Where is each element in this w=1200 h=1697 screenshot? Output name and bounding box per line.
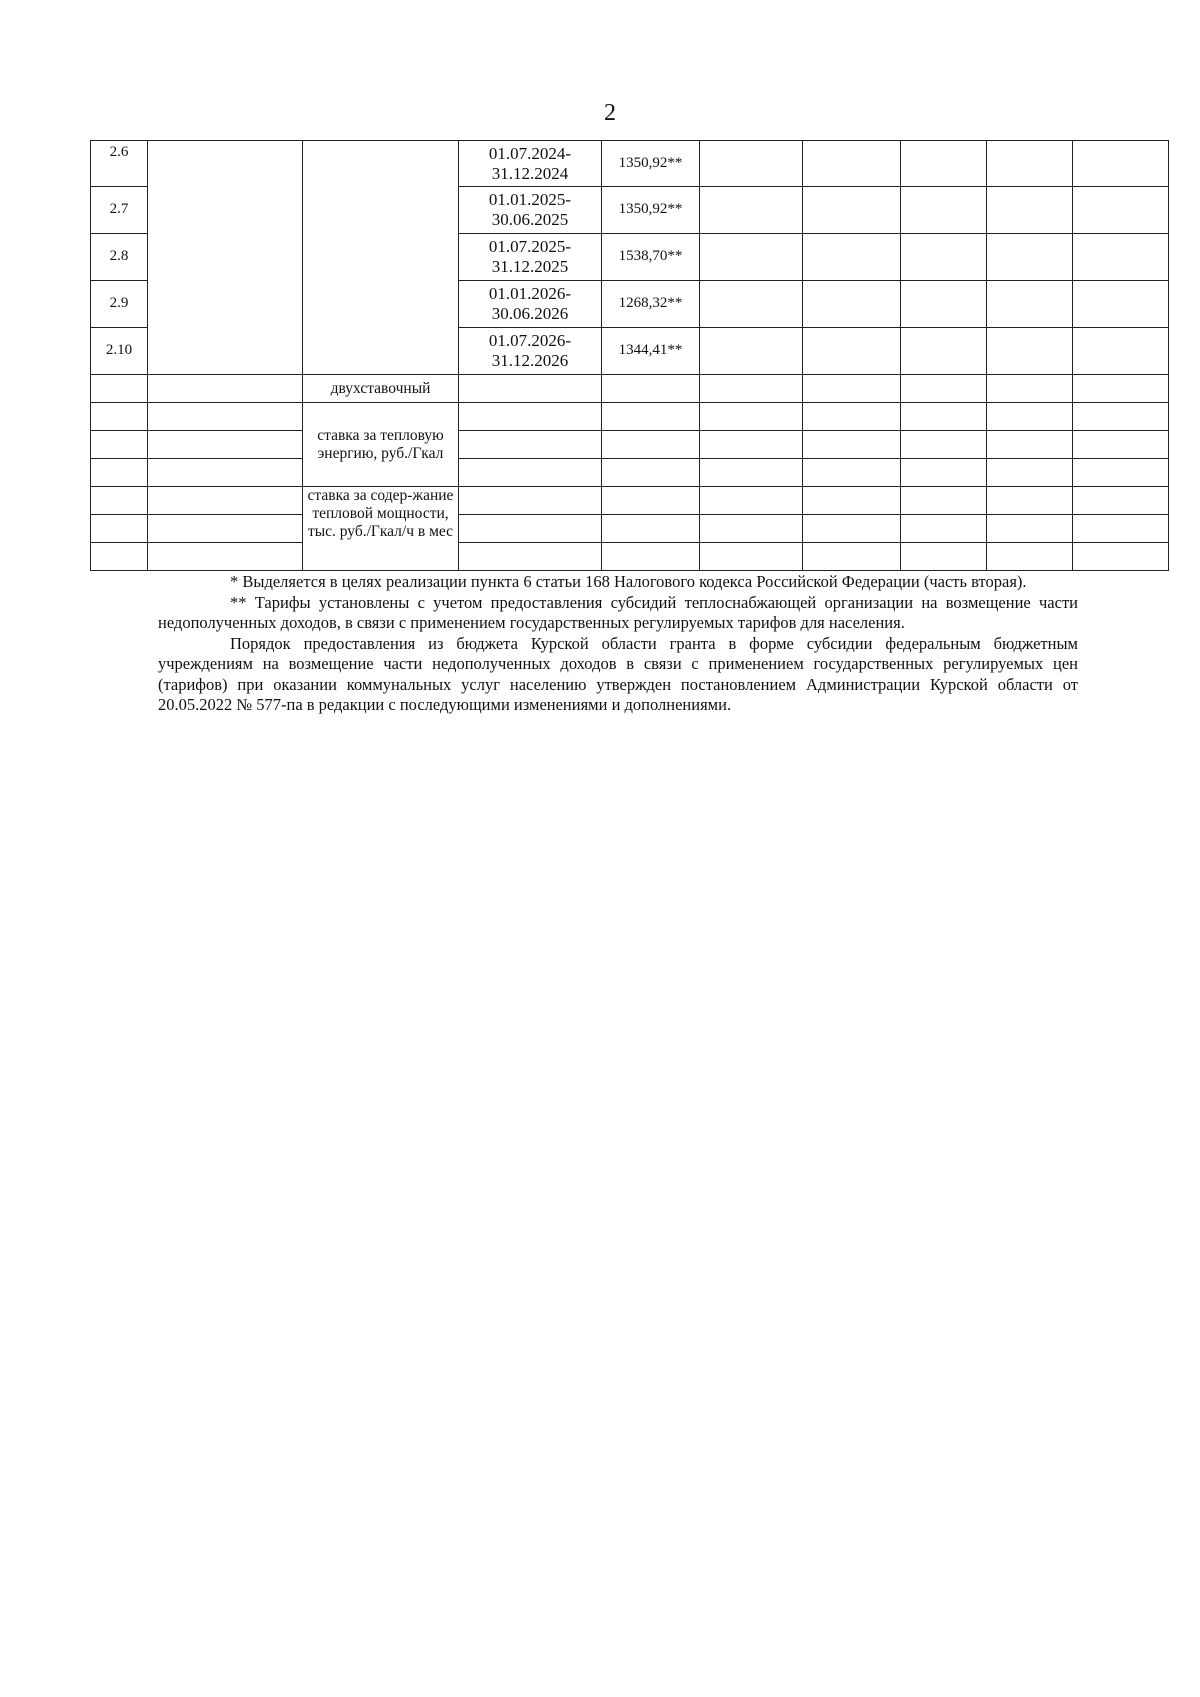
- tariff-value: 1350,92**: [602, 187, 700, 234]
- table-row: [91, 141, 1169, 187]
- merged-cell: [148, 141, 303, 375]
- period-to: 31.12.2024: [491, 163, 569, 183]
- period-to: 31.12.2025: [491, 257, 569, 276]
- row-number: 2.8: [91, 234, 148, 281]
- tariff-value: 1538,70**: [602, 234, 700, 281]
- period-from: 01.07.2025-: [488, 237, 572, 257]
- period-to: 31.12.2026: [491, 351, 569, 370]
- row-number: 2.10: [91, 328, 148, 375]
- table-row: [91, 543, 1169, 571]
- two-part-label: двухставочный: [303, 375, 459, 403]
- table-row: [91, 459, 1169, 487]
- period-cell: [459, 328, 602, 375]
- energy-rate-label: ставка за тепловую энергию, руб./Гкал: [303, 403, 459, 487]
- page-number: 2: [604, 100, 616, 126]
- footnote-vat: * Выделяется в целях реализации пункта 6 статьи 168 Налогового кодекса Российской Федерации (часть вторая).: [230, 572, 1027, 591]
- period-from: 01.01.2026-: [488, 284, 572, 304]
- period-to: 30.06.2026: [491, 304, 569, 323]
- table-row: [91, 403, 1169, 431]
- merged-cell: [303, 141, 459, 375]
- tariff-value: 1344,41**: [602, 328, 700, 375]
- procedure-paragraph: Порядок предоставления из бюджета Курской области гранта в форме субсидии федеральным бюджетным учреждениям на возмещение части недополученных доходов в связи с применением государственных регулируемых цен (тарифов) при оказании коммунальных услуг населению утвержден постановлением Администрации Курской области от 20.05.2022 № 577-па в редакции с последующими изменениями и дополнениями.: [158, 633, 1078, 714]
- table-row: [91, 515, 1169, 543]
- period-cell: [459, 281, 602, 328]
- period-cell: [459, 141, 602, 187]
- table-row: [91, 487, 1169, 515]
- period-from: 01.07.2024-: [488, 143, 572, 163]
- period-cell: [459, 187, 602, 234]
- notes: [158, 572, 1078, 716]
- period-from: 01.07.2026-: [488, 331, 572, 351]
- capacity-rate-label: ставка за содер-жание тепловой мощности, тыс. руб./Гкал/ч в мес: [303, 487, 459, 571]
- row-number: 2.6: [91, 141, 148, 187]
- period-to: 30.06.2025: [491, 210, 569, 229]
- table-row: [91, 375, 1169, 403]
- tariff-value: 1268,32**: [602, 281, 700, 328]
- table-row: [91, 431, 1169, 459]
- tariff-table: [90, 140, 1169, 571]
- row-number: 2.7: [91, 187, 148, 234]
- row-number: 2.9: [91, 281, 148, 328]
- period-cell: [459, 234, 602, 281]
- tariff-value: 1350,92**: [602, 141, 700, 187]
- footnote-subsidy: ** Тарифы установлены с учетом предоставления субсидий теплоснабжающей организации на возмещение части недополученных доходов, в связи с применением государственных регулируемых тарифов для населения.: [158, 592, 1078, 632]
- period-from: 01.01.2025-: [488, 190, 572, 210]
